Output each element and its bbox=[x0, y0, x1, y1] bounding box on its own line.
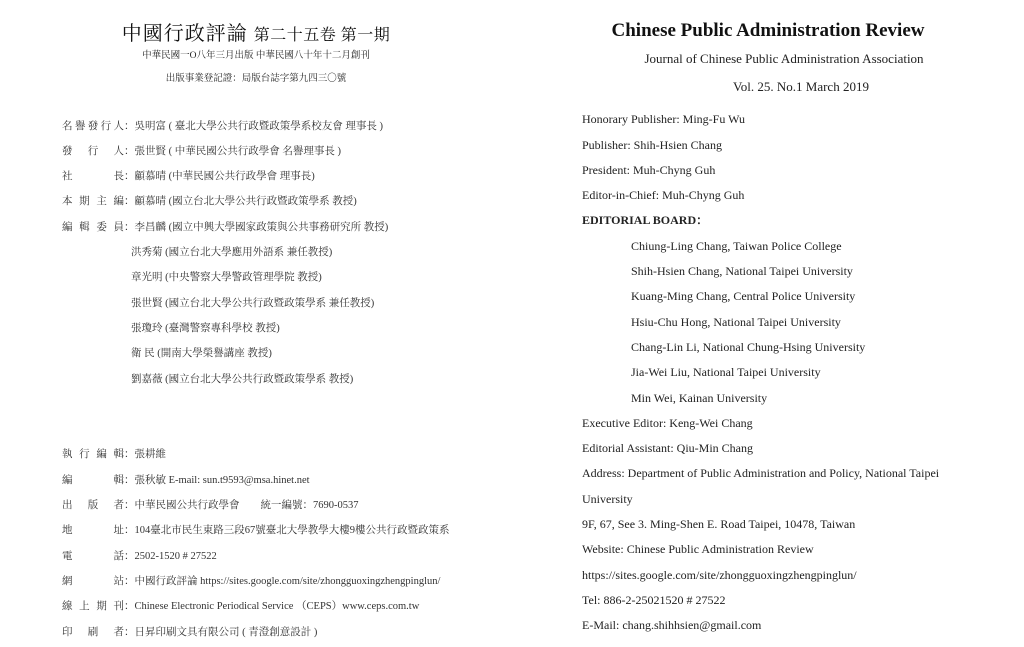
zh-staff-label: 發 行 人 bbox=[62, 146, 124, 157]
zh-staff-value: ：顧慕晴 (中華民國公共行政學會 理事長) bbox=[124, 171, 315, 182]
zh-staff-label: 名譽發行人 bbox=[62, 121, 124, 132]
en-board-heading: EDITORIAL BOARD： bbox=[582, 213, 709, 227]
en-staff-line: Publisher: Shih-Hsien Chang bbox=[582, 138, 722, 152]
zh-publish-dates: 中華民國一O八年三月出版 中華民國八十年十二月創刊 bbox=[142, 51, 370, 61]
en-info-line: Tel: 886-2-25021520 # 27522 bbox=[582, 593, 726, 607]
zh-info-value: ：中華民國公共行政學會 統一編號：7690-0537 bbox=[124, 500, 359, 511]
zh-staff-label: 社 長 bbox=[62, 171, 124, 182]
zh-staff-value: ：吳明富 ( 臺北大學公共行政暨政策學系校友會 理事長 ) bbox=[124, 121, 383, 132]
en-info-line: Editorial Assistant: Qiu-Min Chang bbox=[582, 441, 753, 455]
zh-volume: 第二十五卷 第一期 bbox=[253, 27, 391, 44]
zh-staff-value: ：李昌麟 (國立中興大學國家政策與公共事務研究所 教授) bbox=[124, 222, 389, 233]
en-info-line: University bbox=[582, 492, 633, 506]
zh-info-row bbox=[62, 474, 310, 488]
zh-staff-row bbox=[62, 145, 341, 159]
zh-info-label: 印 刷 者 bbox=[62, 627, 124, 638]
en-board-member: Min Wei, Kainan University bbox=[631, 391, 768, 405]
zh-committee-member: 張瓊玲 (臺灣警察專科學校 教授) bbox=[131, 323, 280, 334]
en-journal-title: Chinese Public Administration Review bbox=[611, 20, 925, 41]
zh-staff-value: ：顧慕晴 (國立台北大學公共行政暨政策學系 教授) bbox=[124, 196, 357, 207]
zh-info-row bbox=[62, 600, 419, 614]
zh-title-text: 中國行政評論 bbox=[121, 23, 248, 45]
zh-info-label: 出 版 者 bbox=[62, 500, 124, 511]
zh-info-row bbox=[62, 448, 166, 462]
en-info-line: Executive Editor: Keng-Wei Chang bbox=[582, 416, 753, 430]
zh-info-row bbox=[62, 550, 217, 564]
en-journal-subtitle: Journal of Chinese Public Administration Association bbox=[644, 51, 924, 66]
zh-staff-label: 本期主編 bbox=[62, 196, 124, 207]
zh-info-value: ：張耕維 bbox=[124, 449, 166, 460]
zh-staff-row bbox=[62, 170, 315, 184]
zh-registration: 出版事業登記證：局版台誌字第九四三〇號 bbox=[165, 74, 347, 84]
en-board-member: Kuang-Ming Chang, Central Police University bbox=[631, 289, 856, 303]
zh-committee-member: 洪秀菊 (國立台北大學應用外語系 兼任教授) bbox=[131, 247, 333, 258]
zh-staff-row bbox=[62, 195, 357, 209]
zh-info-label: 線上期刊 bbox=[62, 601, 124, 612]
zh-info-value: ：張秋敏 E-mail: sun.t9593@msa.hinet.net bbox=[124, 475, 310, 486]
en-info-line: https://sites.google.com/site/zhongguoxingzhengpinglun/ bbox=[582, 568, 857, 582]
en-board-member: Jia-Wei Liu, National Taipei University bbox=[631, 365, 821, 379]
zh-committee-member: 劉嘉薇 (國立台北大學公共行政暨政策學系 教授) bbox=[131, 374, 354, 385]
zh-committee-member: 衛 民 (開南大學榮譽講座 教授) bbox=[131, 348, 272, 359]
zh-journal-title bbox=[0, 17, 512, 46]
zh-info-value: ：中國行政評論 https://sites.google.com/site/zhongguoxingzhengpinglun/ bbox=[124, 576, 441, 587]
en-board-member: Hsiu-Chu Hong, National Taipei University bbox=[631, 315, 841, 329]
en-staff-line: President: Muh-Chyng Guh bbox=[582, 163, 716, 177]
zh-info-label: 地 址 bbox=[62, 525, 124, 536]
zh-info-value: ：日昇印刷文具有限公司 ( 青澄創意設計 ) bbox=[124, 627, 318, 638]
zh-info-row bbox=[62, 524, 450, 538]
zh-info-label: 網 站 bbox=[62, 576, 124, 587]
zh-committee-member: 章光明 (中央警察大學警政管理學院 教授) bbox=[131, 272, 322, 283]
en-info-line: Address: Department of Public Administration and Policy, National Taipei bbox=[582, 466, 940, 480]
en-board-member: Chang-Lin Li, National Chung-Hsing University bbox=[631, 340, 866, 354]
en-info-line: Website: Chinese Public Administration Review bbox=[582, 542, 814, 556]
en-volume: Vol. 25. No.1 March 2019 bbox=[733, 79, 869, 94]
zh-staff-label: 編輯委員 bbox=[62, 222, 124, 233]
en-staff-line: Editor-in-Chief: Muh-Chyng Guh bbox=[582, 188, 745, 202]
zh-staff-row bbox=[62, 221, 388, 235]
zh-info-row bbox=[62, 626, 317, 640]
zh-info-row bbox=[62, 575, 440, 589]
en-staff-line: Honorary Publisher: Ming-Fu Wu bbox=[582, 112, 745, 126]
zh-info-value: ：104臺北市民生東路三段67號臺北大學教學大樓9樓公共行政暨政策系 bbox=[124, 525, 450, 536]
en-info-line: 9F, 67, See 3. Ming-Shen E. Road Taipei, 10478, Taiwan bbox=[582, 517, 856, 531]
zh-committee-member: 張世賢 (國立台北大學公共行政暨政策學系 兼任教授) bbox=[131, 298, 375, 309]
zh-staff-value: ：張世賢 ( 中華民國公共行政學會 名譽理事長 ) bbox=[124, 146, 341, 157]
zh-info-value: ：Chinese Electronic Periodical Service （CEPS）www.ceps.com.tw bbox=[124, 601, 420, 612]
zh-info-label: 執行編輯 bbox=[62, 449, 124, 460]
en-board-member: Shih-Hsien Chang, National Taipei University bbox=[631, 264, 853, 278]
en-info-line: E-Mail: chang.shihhsien@gmail.com bbox=[582, 618, 762, 632]
zh-info-label: 編 輯 bbox=[62, 475, 124, 486]
zh-info-row bbox=[62, 499, 359, 513]
zh-info-label: 電 話 bbox=[62, 551, 124, 562]
zh-info-value: ：2502-1520 # 27522 bbox=[124, 551, 217, 562]
zh-staff-row bbox=[62, 120, 383, 134]
en-board-member: Chiung-Ling Chang, Taiwan Police College bbox=[631, 239, 842, 253]
